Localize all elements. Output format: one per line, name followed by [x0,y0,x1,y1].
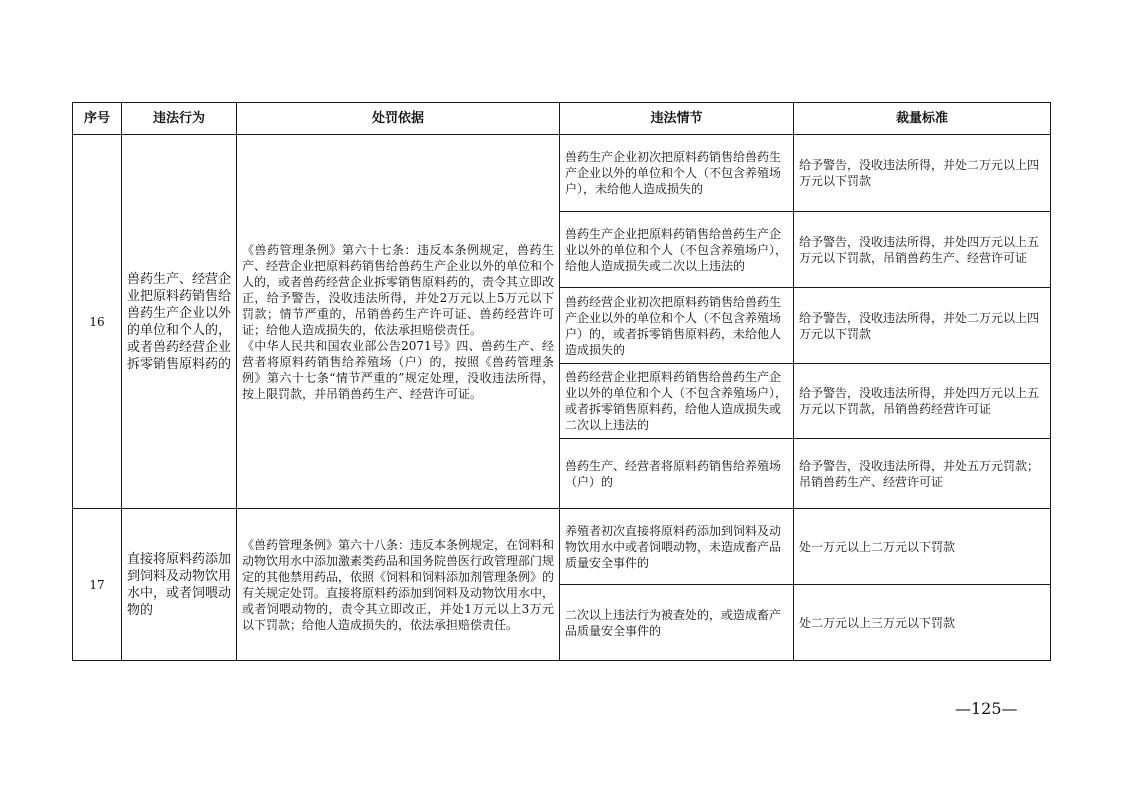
row-number: 16 [73,135,122,509]
standard-cell: 处一万元以上二万元以下罚款 [794,509,1051,585]
table-row [73,135,1051,212]
standard-cell: 给予警告，没收违法所得，并处二万元以上四万元以下罚款 [794,135,1051,212]
basis-paragraph: 《兽药管理条例》第六十七条：违反本条例规定，兽药生产、经营企业把原料药销售给兽药生产企业以外的单位和个人的，或者兽药经营企业拆零销售原料药的，责令其立即改正，给予警告，没收违法所得，并处2万元以上5万元以下罚款；情节严重的，吊销兽药生产许可证、兽药经营许可证；给他人造成损失的，依法承担赔偿责任。 [242,242,555,337]
circumstance-cell: 兽药经营企业把原料药销售给兽药生产企业以外的单位和个人（不包含养殖场户），或者拆零销售原料药，给他人造成损失或二次以上违法的 [560,364,794,439]
standard-cell: 给予警告，没收违法所得，并处二万元以上四万元以下罚款 [794,288,1051,364]
penalty-table [72,102,1051,661]
violation-act: 直接将原料药添加到饲料及动物饮用水中，或者饲喂动物的 [122,509,237,661]
circumstance-cell: 养殖者初次直接将原料药添加到饲料及动物饮用水中或者饲喂动物，未造成畜产品质量安全事件的 [560,509,794,585]
standard-cell: 给予警告，没收违法所得，并处四万元以上五万元以下罚款，吊销兽药经营许可证 [794,364,1051,439]
header-act: 违法行为 [122,103,237,135]
page-number: —125— [955,699,1018,718]
standard-cell: 给予警告，没收违法所得，并处四万元以上五万元以下罚款，吊销兽药生产、经营许可证 [794,212,1051,288]
basis-paragraph: 《中华人民共和国农业部公告2071号》四、兽药生产、经营者将原料药销售给养殖场（户）的，按照《兽药管理条例》第六十七条“情节严重的”规定处理，没收违法所得，按上限罚款，并吊销兽药生产、经营许可证。 [242,338,554,401]
table-row [73,509,1051,585]
penalty-basis [237,509,560,661]
circumstance-cell: 兽药经营企业初次把原料药销售给兽药生产企业以外的单位和个人（不包含养殖场户）的，或者拆零销售原料药，未给他人造成损失的 [560,288,794,364]
circumstance-cell: 兽药生产企业把原料药销售给兽药生产企业以外的单位和个人（不包含养殖场户），给他人造成损失或二次以上违法的 [560,212,794,288]
circumstance-cell: 兽药生产、经营者将原料药销售给养殖场（户）的 [560,439,794,509]
basis-paragraph: 《兽药管理条例》第六十八条：违反本条例规定，在饲料和动物饮用水中添加激素类药品和国务院兽医行政管理部门规定的其他禁用药品，依照《饲料和饲料添加剂管理条例》的有关规定处罚。直接将原料药添加到饲料及动物饮用水中，或者饲喂动物的，责令其立即改正，并处1万元以上3万元以下罚款；给他人造成损失的，依法承担赔偿责任。 [242,537,555,632]
circumstance-cell: 二次以上违法行为被查处的，或造成畜产品质量安全事件的 [560,585,794,661]
header-standard: 裁量标准 [794,103,1051,135]
penalty-basis [237,135,560,509]
table-header-row [73,103,1051,135]
circumstance-cell: 兽药生产企业初次把原料药销售给兽药生产企业以外的单位和个人（不包含养殖场户），未给他人造成损失的 [560,135,794,212]
header-circumstance: 违法情节 [560,103,794,135]
header-no: 序号 [73,103,122,135]
violation-act: 兽药生产、经营企业把原料药销售给兽药生产企业以外的单位和个人的，或者兽药经营企业拆零销售原料药的 [122,135,237,509]
standard-cell: 处二万元以上三万元以下罚款 [794,585,1051,661]
row-number: 17 [73,509,122,661]
standard-cell: 给予警告，没收违法所得，并处五万元罚款；吊销兽药生产、经营许可证 [794,439,1051,509]
header-basis: 处罚依据 [237,103,560,135]
